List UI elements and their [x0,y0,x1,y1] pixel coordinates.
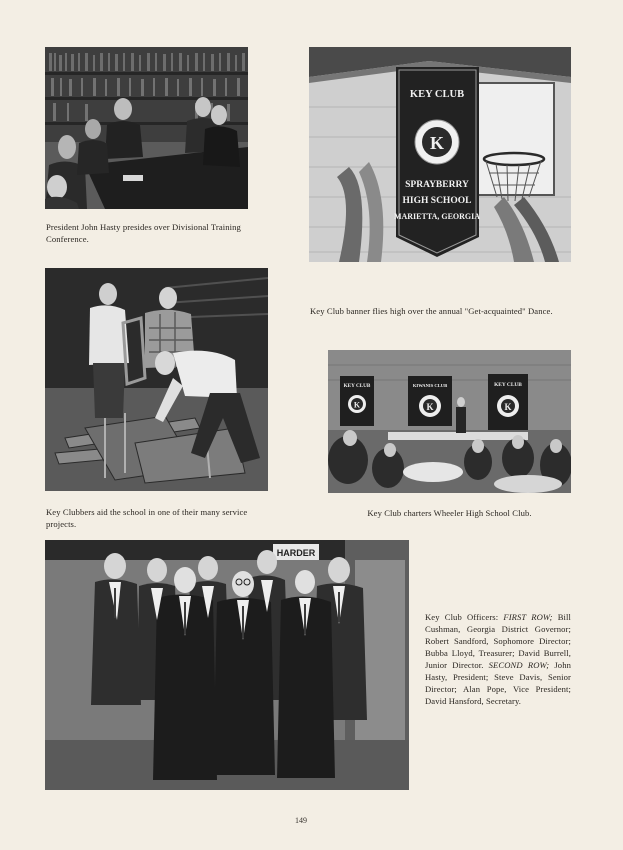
charter-banner-left-emblem: K [353,400,361,410]
officers-caption [425,611,571,707]
banner-caption: Key Club banner flies high over the annual "Get-acquainted" Dance. [310,306,553,316]
banner-title: KEY CLUB [409,89,465,100]
service-project-photo [45,268,268,491]
banner-line-school: SPRAYBERRY [405,180,469,190]
officers-photo [45,540,409,790]
conference-caption: President John Hasty presides over Divisional Training Conference. [46,222,241,244]
conference-photo [45,47,248,209]
service-caption: Key Clubbers aid the school in one of their many service projects. [46,507,248,529]
charter-banner-right-emblem: K [504,402,512,412]
officers-first-row-text: Bill Cushman, Georgia District Governor; Robert Sandford, Sophomore Director; Bubba Lloyd, Treasurer; David Burrell, Junior Director. [425,612,571,670]
officers-first-row-label: FIRST ROW; [503,612,553,622]
charter-banner-center-emblem: K [426,402,434,412]
charter-banner-left-text: KEY CLUB [343,383,371,389]
banner-emblem-letter: K [429,133,445,153]
officers-caption-lead: Key Club Officers: [425,612,504,622]
officers-second-row-label: SECOND ROW; [488,660,550,670]
charter-caption: Key Club charters Wheeler High School Club. [367,508,532,518]
charter-banner-right-text: KEY CLUB [494,382,522,388]
banner-photo [309,47,571,262]
banner-line-high-school: HIGH SCHOOL [402,196,472,206]
officers-second-row-text: John Hasty, President; Steve Davis, Senior Director; Alan Pope, Vice President; David Hansford, Secretary. [425,660,572,706]
charter-photo [328,350,571,493]
banner-line-city: MARIETTA, GEORGIA [393,212,481,221]
charter-banner-center-text: KIWANIS CLUB [412,383,448,388]
page-number: 149 [295,816,307,825]
officers-sign-text: HARDER [276,548,316,558]
